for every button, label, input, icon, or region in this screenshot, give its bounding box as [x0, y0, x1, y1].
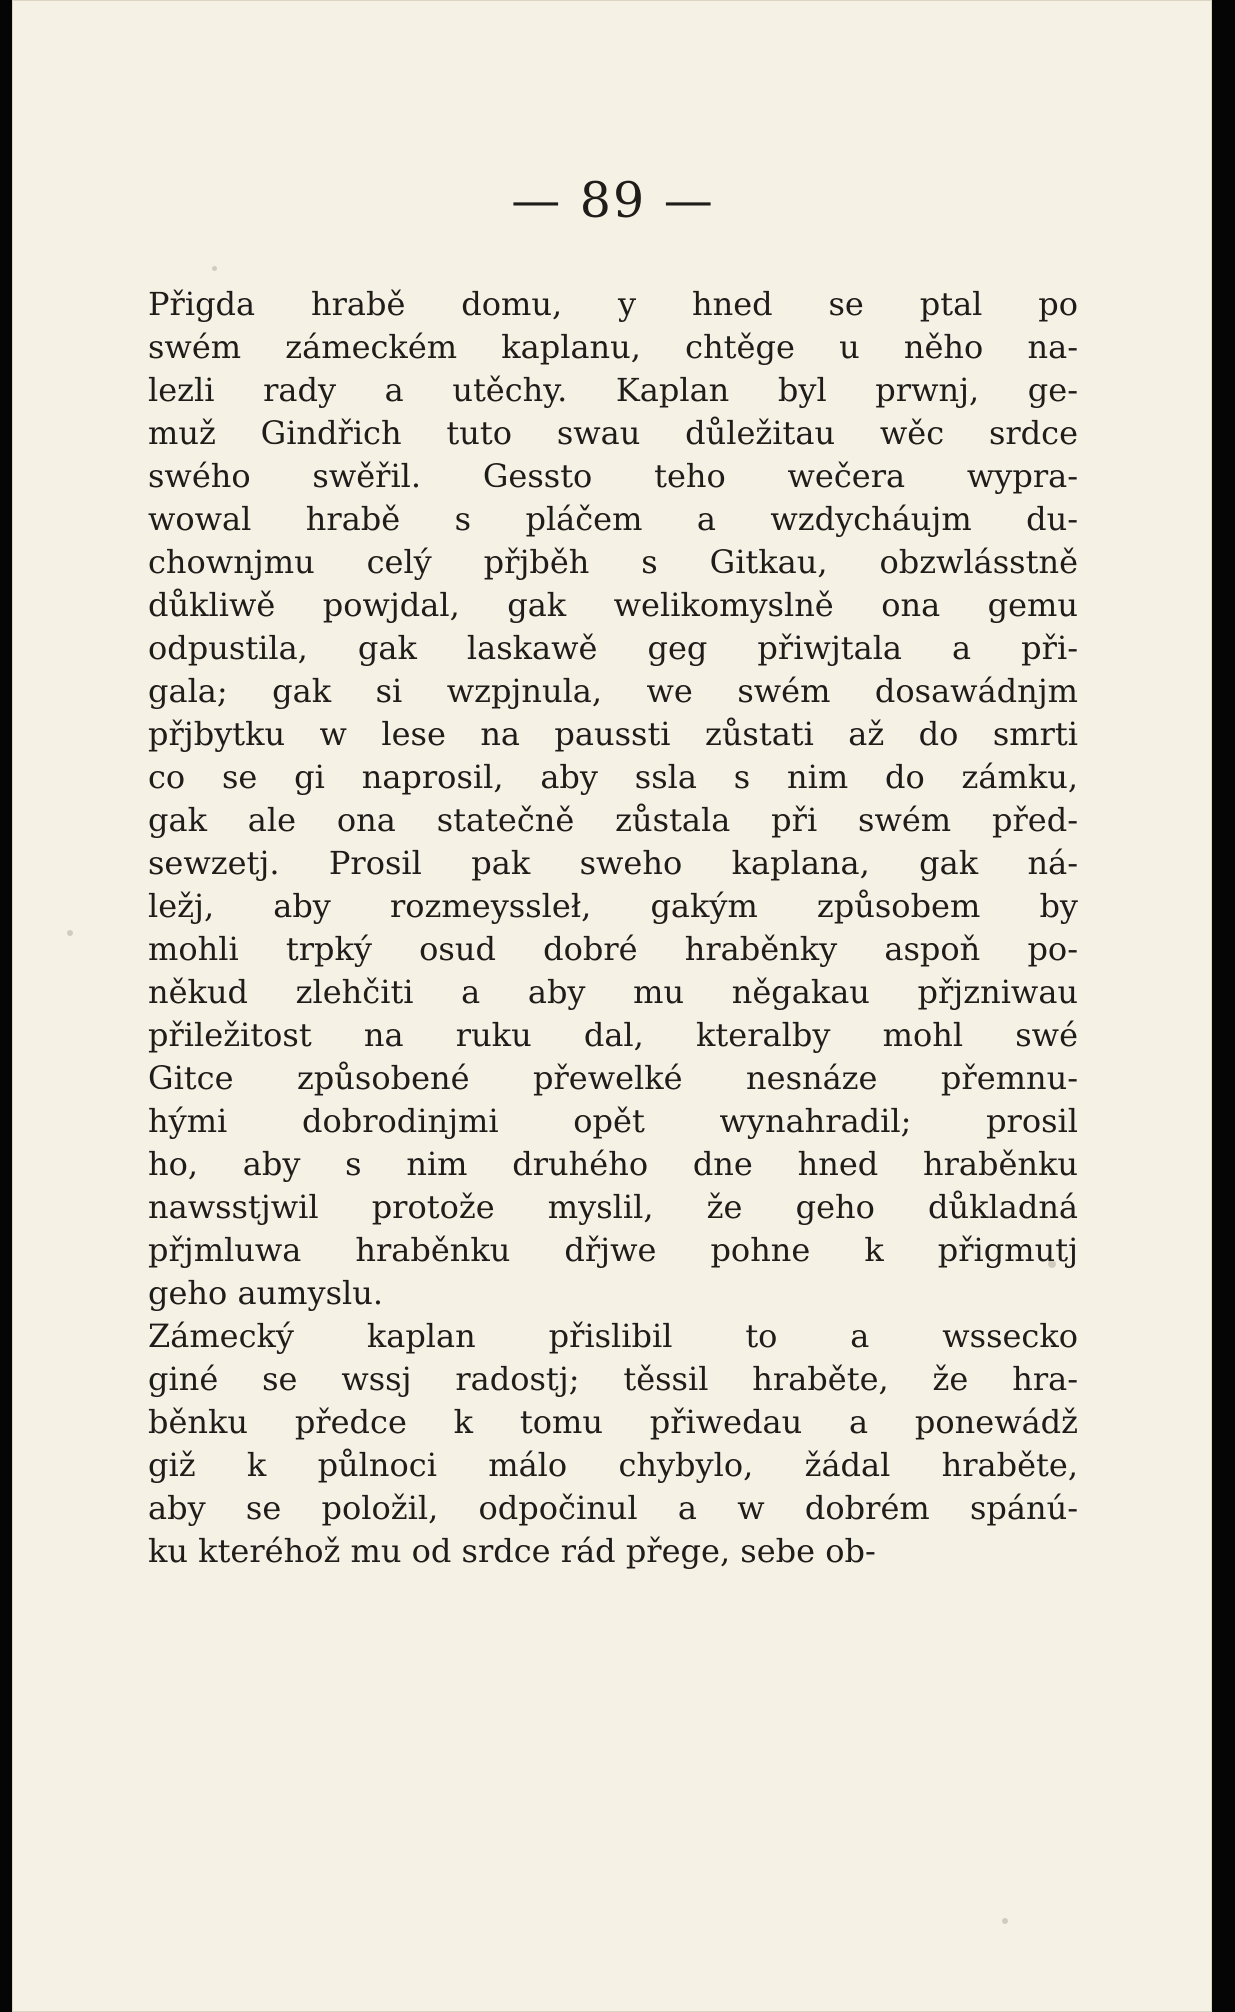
page-content	[148, 172, 1078, 1573]
text-line: gak ale ona statečně zůstala při swém před-	[148, 801, 1078, 839]
text-line: lezli rady a utěchy. Kaplan byl prwnj, ge-	[148, 371, 1078, 409]
text-line: co se gi naprosil, aby ssla s nim do zámku,	[148, 758, 1078, 796]
text-line: swém zámeckém kaplanu, chtěge u něho na-	[148, 328, 1078, 366]
text-line: přjbytku w lese na paussti zůstati až do smrti	[148, 715, 1078, 753]
paper-speck	[1002, 1918, 1008, 1924]
text-line: muž Gindřich tuto swau důležitau wěc srdce	[148, 414, 1078, 452]
book-page	[12, 0, 1212, 2012]
page-number: — 89 —	[511, 172, 715, 229]
text-line: wowal hrabě s pláčem a wzdycháujm du-	[148, 500, 1078, 538]
text-line: swého swěřil. Gessto teho wečera wypra-	[148, 457, 1078, 495]
text-line: přiležitost na ruku dal, kteralby mohl swé	[148, 1016, 1078, 1054]
text-line: ho, aby s nim druhého dne hned hraběnku	[148, 1145, 1078, 1183]
paper-speck	[67, 930, 73, 936]
text-line: Přigda hrabě domu, y hned se ptal po	[148, 285, 1078, 323]
text-line: giné se wssj radostj; těssil hraběte, že hra-	[148, 1360, 1078, 1398]
text-line: aby se položil, odpočinul a w dobrém spánú-	[148, 1489, 1078, 1527]
text-line: mohli trpký osud dobré hraběnky aspoň po-	[148, 930, 1078, 968]
text-line: přjmluwa hraběnku dřjwe pohne k přigmutj	[148, 1231, 1078, 1269]
text-line: giž k půlnoci málo chybylo, žádal hraběte,	[148, 1446, 1078, 1484]
text-line: někud zlehčiti a aby mu něgakau přjzniwau	[148, 973, 1078, 1011]
text-line: důkliwě powjdal, gak welikomyslně ona gemu	[148, 586, 1078, 624]
text-line: odpustila, gak laskawě geg přiwjtala a při-	[148, 629, 1078, 667]
text-line: ku kteréhož mu od srdce rád přege, sebe ob-	[148, 1532, 876, 1570]
text-line: hými dobrodinjmi opět wynahradil; prosil	[148, 1102, 1078, 1140]
text-line: běnku předce k tomu přiwedau a ponewádž	[148, 1403, 1078, 1441]
text-line: gala; gak si wzpjnula, we swém dosawádnjm	[148, 672, 1078, 710]
body-text	[148, 283, 1078, 1573]
paragraph-2	[148, 1315, 1078, 1573]
paragraph-1	[148, 283, 1078, 1315]
text-line: Zámecký kaplan přislibil to a wsseckо	[148, 1317, 1078, 1355]
text-line: ležj, aby rozmeyssleł, gakým způsobem by	[148, 887, 1078, 925]
text-line: nawsstjwil protože myslil, že geho důkladná	[148, 1188, 1078, 1226]
text-line: chownjmu celý přjběh s Gitkau, obzwlásstně	[148, 543, 1078, 581]
text-line: sewzetj. Prosil pak sweho kaplana, gak ná-	[148, 844, 1078, 882]
text-line: geho aumyslu.	[148, 1274, 384, 1312]
text-line: Gitce způsobené přewelké nesnáze přemnu-	[148, 1059, 1078, 1097]
